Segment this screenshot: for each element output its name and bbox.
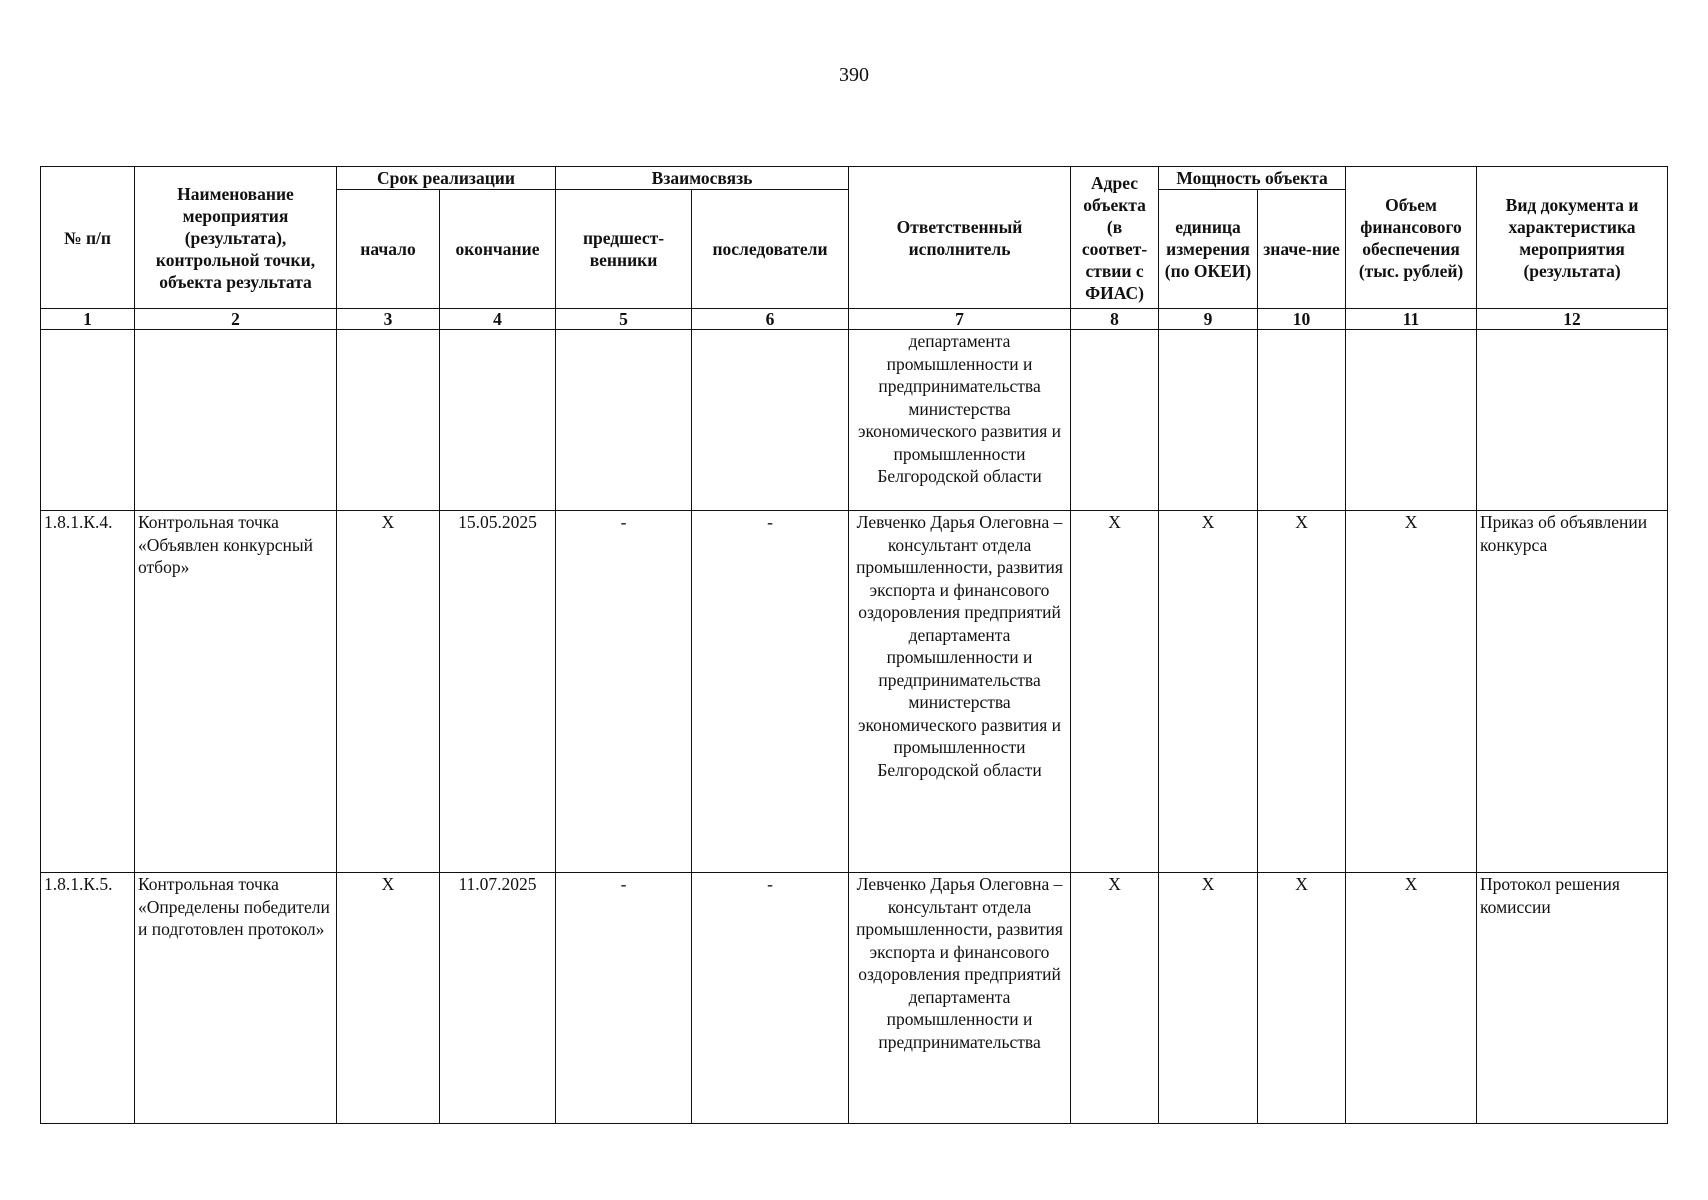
header-end: окончание xyxy=(440,190,556,309)
row-num xyxy=(41,330,135,511)
header-address: Адрес объекта (в соответ-ствии с ФИАС) xyxy=(1071,167,1159,309)
header-finance: Объем финансового обеспечения (тыс. рублей) xyxy=(1346,167,1477,309)
column-number: 11 xyxy=(1346,309,1477,330)
row-finance: Х xyxy=(1346,873,1477,1124)
row-responsible: Левченко Дарья Олеговна – консультант отдела промышленности, развития экспорта и финансового оздоровления предприятий департамента промышленности и предпринимательства министерства экономического развития и промышленности Белгородской области xyxy=(849,511,1071,873)
table-row xyxy=(41,330,1668,511)
header-num: № п/п xyxy=(41,167,135,309)
row-start xyxy=(337,330,440,511)
row-successors xyxy=(692,330,849,511)
column-number: 6 xyxy=(692,309,849,330)
row-name: Контрольная точка «Объявлен конкурсный отбор» xyxy=(135,511,337,873)
row-address: Х xyxy=(1071,511,1159,873)
table-header xyxy=(41,167,1668,330)
row-num: 1.8.1.К.5. xyxy=(41,873,135,1124)
header-group-link: Взаимосвязь xyxy=(556,167,849,190)
row-finance: Х xyxy=(1346,511,1477,873)
row-responsible: департамента промышленности и предпринимательства министерства экономического развития и промышленности Белгородской области xyxy=(849,330,1071,511)
row-end xyxy=(440,330,556,511)
row-address: Х xyxy=(1071,873,1159,1124)
column-number: 12 xyxy=(1477,309,1668,330)
row-address xyxy=(1071,330,1159,511)
header-unit: единица измерения (по ОКЕИ) xyxy=(1159,190,1258,309)
row-start: Х xyxy=(337,873,440,1124)
row-finance xyxy=(1346,330,1477,511)
row-predecessors xyxy=(556,330,692,511)
row-num: 1.8.1.К.4. xyxy=(41,511,135,873)
row-value: Х xyxy=(1258,511,1346,873)
column-number: 5 xyxy=(556,309,692,330)
header-value: значе-ние xyxy=(1258,190,1346,309)
column-number: 10 xyxy=(1258,309,1346,330)
column-number: 9 xyxy=(1159,309,1258,330)
row-successors: - xyxy=(692,873,849,1124)
row-value xyxy=(1258,330,1346,511)
column-number: 7 xyxy=(849,309,1071,330)
row-responsible: Левченко Дарья Олеговна – консультант отдела промышленности, развития экспорта и финансового оздоровления предприятий департамента промышленности и предпринимательства xyxy=(849,873,1071,1124)
header-group-capacity: Мощность объекта xyxy=(1159,167,1346,190)
header-doc: Вид документа и характеристика мероприятия (результата) xyxy=(1477,167,1668,309)
row-name: Контрольная точка «Определены победители и подготовлен протокол» xyxy=(135,873,337,1124)
row-end: 11.07.2025 xyxy=(440,873,556,1124)
page-number: 390 xyxy=(839,64,869,86)
plan-table xyxy=(40,166,1668,1124)
row-name xyxy=(135,330,337,511)
table-row xyxy=(41,511,1668,873)
row-unit: Х xyxy=(1159,511,1258,873)
row-doc: Приказ об объявлении конкурса xyxy=(1477,511,1668,873)
row-predecessors: - xyxy=(556,511,692,873)
header-group-term: Срок реализации xyxy=(337,167,556,190)
header-name: Наименование мероприятия (результата), контрольной точки, объекта результата xyxy=(135,167,337,309)
column-number: 3 xyxy=(337,309,440,330)
column-number: 4 xyxy=(440,309,556,330)
column-number: 1 xyxy=(41,309,135,330)
column-number: 8 xyxy=(1071,309,1159,330)
row-unit xyxy=(1159,330,1258,511)
row-doc xyxy=(1477,330,1668,511)
row-predecessors: - xyxy=(556,873,692,1124)
column-number: 2 xyxy=(135,309,337,330)
header-predecessors: предшест-венники xyxy=(556,190,692,309)
header-successors: последователи xyxy=(692,190,849,309)
table-body xyxy=(41,330,1668,1124)
row-unit: Х xyxy=(1159,873,1258,1124)
row-value: Х xyxy=(1258,873,1346,1124)
row-successors: - xyxy=(692,511,849,873)
table-row xyxy=(41,873,1668,1124)
row-end: 15.05.2025 xyxy=(440,511,556,873)
row-start: Х xyxy=(337,511,440,873)
row-doc: Протокол решения комиссии xyxy=(1477,873,1668,1124)
header-responsible: Ответственный исполнитель xyxy=(849,167,1071,309)
header-start: начало xyxy=(337,190,440,309)
